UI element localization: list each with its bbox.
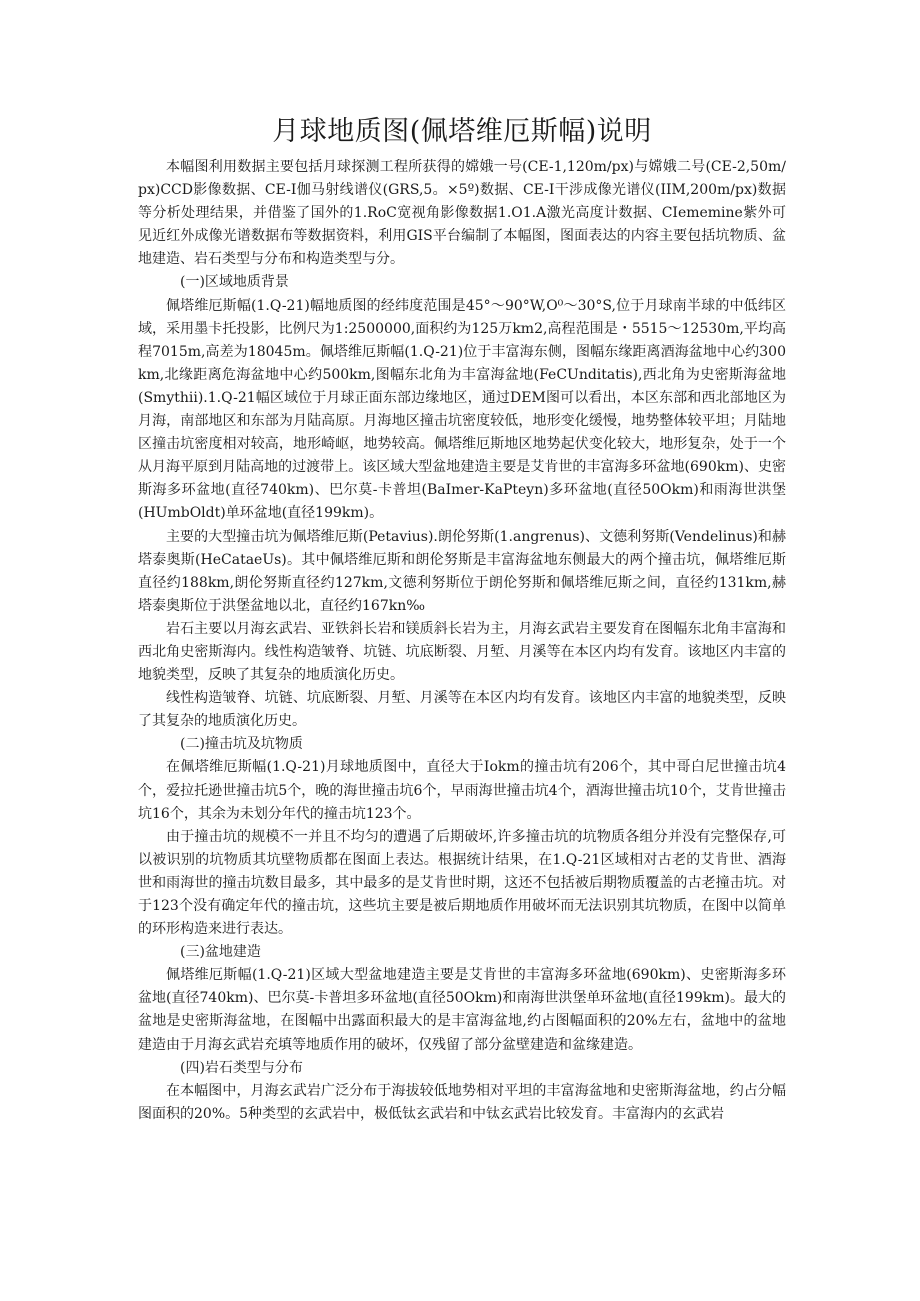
page-title: 月球地质图(佩塔维厄斯幅)说明 [272, 116, 652, 147]
intro-paragraph: 本幅图利用数据主要包括月球探测工程所获得的嫦娥一号(CE-1,120m∕px)与嫦娥二号(CE-2,50m∕px)CCD影像数据、CE-I伽马射线谱仪(GRS,5。×5º)数据、CE-I干涉成像光谱仪(IIM,200m∕px)数据等分析处理结果，并借鉴了国外的1.RoC宽视角影像数据1.O1.A激光高度计数据、CIememine紫外可见近红外成像光谱数据布等数据资料，利用GIS平台编制了本幅图，图面表达的内容主要包括坑物质、盆地建造、岩石类型与分布和构造类型与分。 [138, 159, 786, 268]
document-page [138, 112, 786, 1126]
section-heading-rock-types: (四)岩石类型与分布 [180, 1059, 303, 1076]
body-paragraph: 佩塔维厄斯幅(1.Q-21)幅地质图的经纬度范围是45°～90°W,O⁰～30°S,位于月球南半球的中低纬区域，采用墨卡托投影，比例尺为1:2500000,面积约为125万km2,高程范围是・5515～12530m,平均高程7015m,高差为18045m。佩塔维厄斯幅(1.Q-21)位于丰富海东侧，图幅东缘距离酒海盆地中心约300km,北缘距离危海盆地中心约500km,图幅东北角为丰富海盆地(FeCUnditatis),西北角为史密斯海盆地(Smythii).1.Q-21幅区域位于月球正面东部边缘地区，通过DEM图可以看出，本区东部和西北部地区为月海，南部地区和东部为月陆高原。月海地区撞击坑密度较低，地形变化缓慢，地势整体较平坦；月陆地区撞击坑密度相对较高，地形崎岖，地势较高。佩塔维厄斯地区地势起伏变化较大，地形复杂，处于一个从月海平原到月陆高地的过渡带上。该区域大型盆地建造主要是艾肯世的丰富海多环盆地(690km)、史密斯海多环盆地(直径740km)、巴尔莫-卡普坦(BaImer-KaPteyn)多环盆地(直径50Okm)和雨海世洪堡(HUmbOldt)单环盆地(直径199km)。 [138, 297, 786, 522]
body-paragraph: 在本幅图中，月海玄武岩广泛分布于海拔较低地势相对平坦的丰富海盆地和史密斯海盆地，约占分幅图面积的20%。5种类型的玄武岩中，极低钛玄武岩和中钛玄武岩比较发育。丰富海内的玄武岩 [138, 1082, 786, 1122]
section-heading-basins: (三)盆地建造 [180, 944, 261, 961]
body-paragraph: 佩塔维厄斯幅(1.Q-21)区域大型盆地建造主要是艾肯世的丰富海多环盆地(690km)、史密斯海多环盆地(直径740km)、巴尔莫-卡普坦多环盆地(直径50Okm)和南海世洪堡单环盆地(直径199km)。最大的盆地是史密斯海盆地，在图幅中出露面积最大的是丰富海盆地,约占图幅面积的20%左右，盆地中的盆地建造由于月海玄武岩充填等地质作用的破坏，仅残留了部分盆壁建造和盆缘建造。 [138, 967, 786, 1053]
body-paragraph: 岩石主要以月海玄武岩、亚铁斜长岩和镁质斜长岩为主，月海玄武岩主要发育在图幅东北角丰富海和西北角史密斯海内。线性构造皱脊、坑链、坑底断裂、月堑、月溪等在本区内均有发育。该地区内丰富的地貌类型，反映了其复杂的地质演化历史。 [138, 620, 786, 684]
section-heading-craters: (二)撞击坑及坑物质 [180, 736, 303, 753]
body-paragraph: 在佩塔维厄斯幅(1.Q-21)月球地质图中，直径大于Iokm的撞击坑有206个，其中哥白尼世撞击坑4个，爱拉托逊世撞击坑5个，晚的海世撞击坑6个，早雨海世撞击坑4个，酒海世撞击坑10个，艾肯世撞击坑16个，其余为未划分年代的撞击坑123个。 [138, 759, 786, 822]
body-paragraph: 线性构造皱脊、坑链、坑底断裂、月堑、月溪等在本区内均有发育。该地区内丰富的地貌类型，反映了其复杂的地质演化历史。 [138, 690, 786, 730]
body-paragraph: 由于撞击坑的规模不一并且不均匀的遭遇了后期破坏,许多撞击坑的坑物质各组分并没有完整保存,可以被识别的坑物质其坑壁物质都在图面上表达。根据统计结果，在1.Q-21区域相对古老的艾肯世、酒海世和雨海世的撞击坑数目最多，其中最多的是艾肯世时期，这还不包括被后期物质覆盖的古老撞击坑。对于123个没有确定年代的撞击坑，这些坑主要是被后期地质作用破坏而无法识别其坑物质，在图中以简单的环形构造来进行表达。 [138, 828, 786, 938]
body-paragraph: 主要的大型撞击坑为佩塔维厄斯(Petavius).朗伦努斯(1.angrenus)、文德利努斯(Vendelinus)和赫塔泰奥斯(HeCataeUs)。其中佩塔维厄斯和朗伦努斯是丰富海盆地东侧最大的两个撞击坑，佩塔维厄斯直径约188km,朗伦努斯直径约127km,文德利努斯位于朗伦努斯和佩塔维厄斯之间，直径约131km,赫塔泰奥斯位于洪堡盆地以北，直径约167kn‰ [138, 528, 786, 614]
section-heading-regional-geology: (一)区域地质背景 [180, 274, 289, 291]
